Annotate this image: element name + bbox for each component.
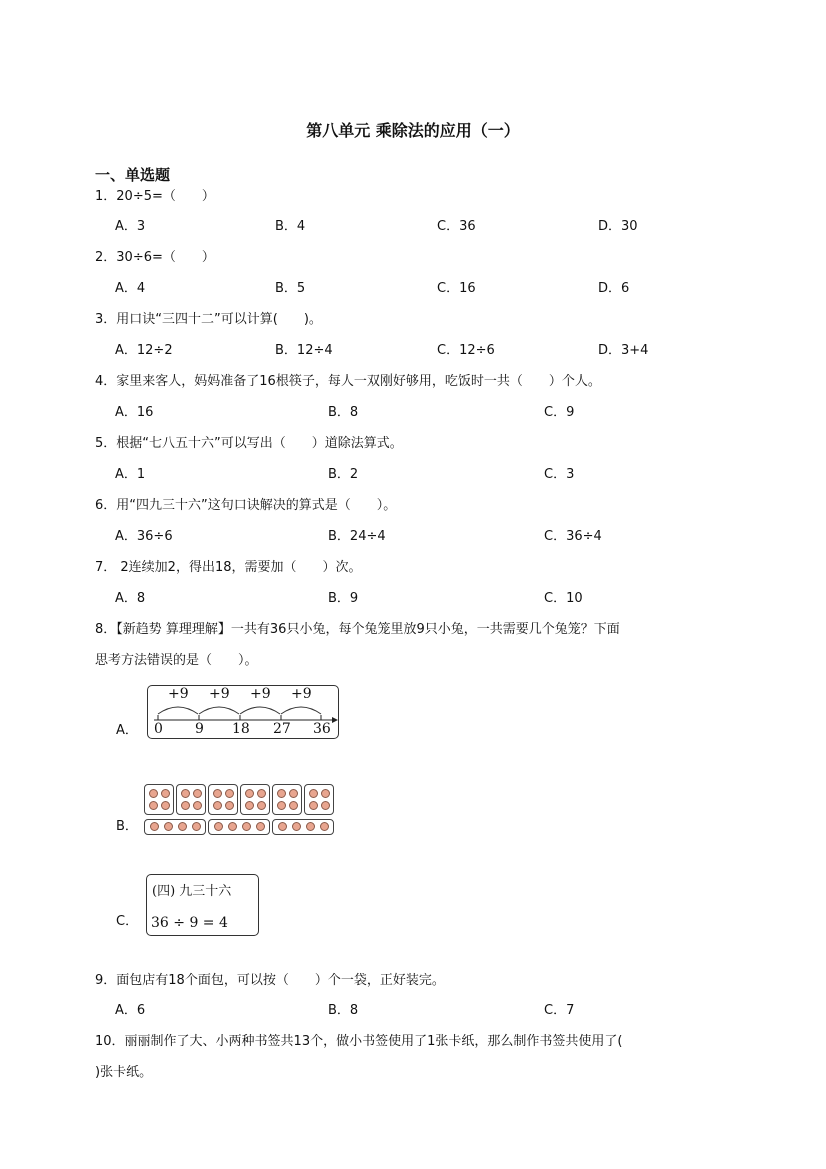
dot-group [176,784,206,815]
dot [242,822,251,831]
dot [181,801,190,810]
question-6-option-c[interactable]: C．36÷4 [544,529,602,544]
question-6-option-b[interactable]: B．24÷4 [328,529,386,544]
dot [306,822,315,831]
question-2-option-a[interactable]: A．4 [115,281,146,296]
question-10-stem: )张卡纸。 [95,1065,153,1080]
question-9-option-a[interactable]: A．6 [115,1003,146,1018]
step-label: +9 [209,686,230,702]
dot [164,822,173,831]
dot [309,801,318,810]
dot [277,801,286,810]
question-2-option-c[interactable]: C．16 [437,281,476,296]
step-label: +9 [291,686,312,702]
dot [161,789,170,798]
dot [149,801,158,810]
number-line-figure [147,685,339,739]
equation-text: 36 ÷ 9 = 4 [151,915,228,931]
option-b-label: B． [116,819,138,834]
question-1-option-c[interactable]: C．36 [437,219,476,234]
page-title: 第八单元 乘除法的应用（一） [306,121,520,140]
question-9-option-c[interactable]: C．7 [544,1003,575,1018]
question-5-stem: 5．根据“七八五十六”可以写出（ ）道除法算式。 [95,436,403,451]
tick-label: 27 [273,721,291,737]
question-7-option-c[interactable]: C．10 [544,591,583,606]
dot-group [304,784,334,815]
dot [178,822,187,831]
section-heading: 一、单选题 [95,166,171,184]
step-label: +9 [250,686,271,702]
tick-label: 36 [313,721,331,737]
dot-group [208,784,238,815]
question-6-stem: 6．用“四九三十六”这句口诀解决的算式是（ ）。 [95,498,397,513]
dot [321,789,330,798]
question-1-option-b[interactable]: B．4 [275,219,306,234]
dot [213,801,222,810]
dot [214,822,223,831]
question-3-option-b[interactable]: B．12÷4 [275,343,333,358]
question-3-option-c[interactable]: C．12÷6 [437,343,495,358]
dot [289,801,298,810]
dot-group [272,819,334,835]
dot [292,822,301,831]
question-10-stem: 10．丽丽制作了大、小两种书签共13个，做小书签使用了1张卡纸，那么制作书签共使用了( [95,1034,623,1049]
question-4-option-b[interactable]: B．8 [328,405,359,420]
question-5-option-a[interactable]: A．1 [115,467,146,482]
dot [320,822,329,831]
dot-group [272,784,302,815]
dot [181,789,190,798]
dot [213,789,222,798]
option-c-label: C． [116,914,139,929]
dot-group [208,819,270,835]
dot [150,822,159,831]
question-1-stem: 1．20÷5=（ ） [95,189,215,204]
question-8-stem: 8．【新趋势 算理理解】一共有36只小兔，每个兔笼里放9只小兔，一共需要几个兔笼？下面 [95,622,620,637]
question-6-option-a[interactable]: A．36÷6 [115,529,173,544]
question-9-option-b[interactable]: B．8 [328,1003,359,1018]
dot [289,789,298,798]
question-3-stem: 3．用口诀“三四十二”可以计算( )。 [95,312,322,327]
dot [245,789,254,798]
dot [161,801,170,810]
dot [278,822,287,831]
dot [228,822,237,831]
dot [149,789,158,798]
dot [309,789,318,798]
dot [193,801,202,810]
question-7-option-a[interactable]: A．8 [115,591,146,606]
question-3-option-d[interactable]: D．3+4 [598,343,649,358]
dot [193,789,202,798]
question-3-option-a[interactable]: A．12÷2 [115,343,173,358]
dot [257,801,266,810]
question-5-option-b[interactable]: B．2 [328,467,359,482]
dot [225,801,234,810]
dot-groups-figure [144,784,336,836]
tick-label: 18 [232,721,250,737]
dot [277,789,286,798]
dot [321,801,330,810]
question-4-stem: 4．家里来客人，妈妈准备了16根筷子，每人一双刚好够用，吃饭时一共（ ）个人。 [95,374,601,389]
tick-label: 9 [195,721,204,737]
question-9-stem: 9．面包店有18个面包，可以按（ ）个一袋，正好装完。 [95,973,445,988]
question-1-option-a[interactable]: A．3 [115,219,146,234]
question-7-stem: 7． 2连续加2，得出18，需要加（ ）次。 [95,560,362,575]
rhyme-text: (四) 九三十六 [152,884,232,899]
question-2-stem: 2．30÷6=（ ） [95,250,215,265]
question-8-stem: 思考方法错误的是（ ）。 [95,653,258,668]
step-label: +9 [168,686,189,702]
dot [257,789,266,798]
dot [225,789,234,798]
dot [192,822,201,831]
question-2-option-b[interactable]: B．5 [275,281,306,296]
question-7-option-b[interactable]: B．9 [328,591,359,606]
dot [256,822,265,831]
question-4-option-a[interactable]: A．16 [115,405,154,420]
dot-group [144,819,206,835]
option-a-label: A． [116,723,138,738]
question-2-option-d[interactable]: D．6 [598,281,630,296]
question-1-option-d[interactable]: D．30 [598,219,638,234]
question-4-option-c[interactable]: C．9 [544,405,575,420]
dot-group [144,784,174,815]
rhyme-card-figure [146,874,259,936]
tick-label: 0 [154,721,163,737]
dot-group [240,784,270,815]
dot [245,801,254,810]
question-5-option-c[interactable]: C．3 [544,467,575,482]
